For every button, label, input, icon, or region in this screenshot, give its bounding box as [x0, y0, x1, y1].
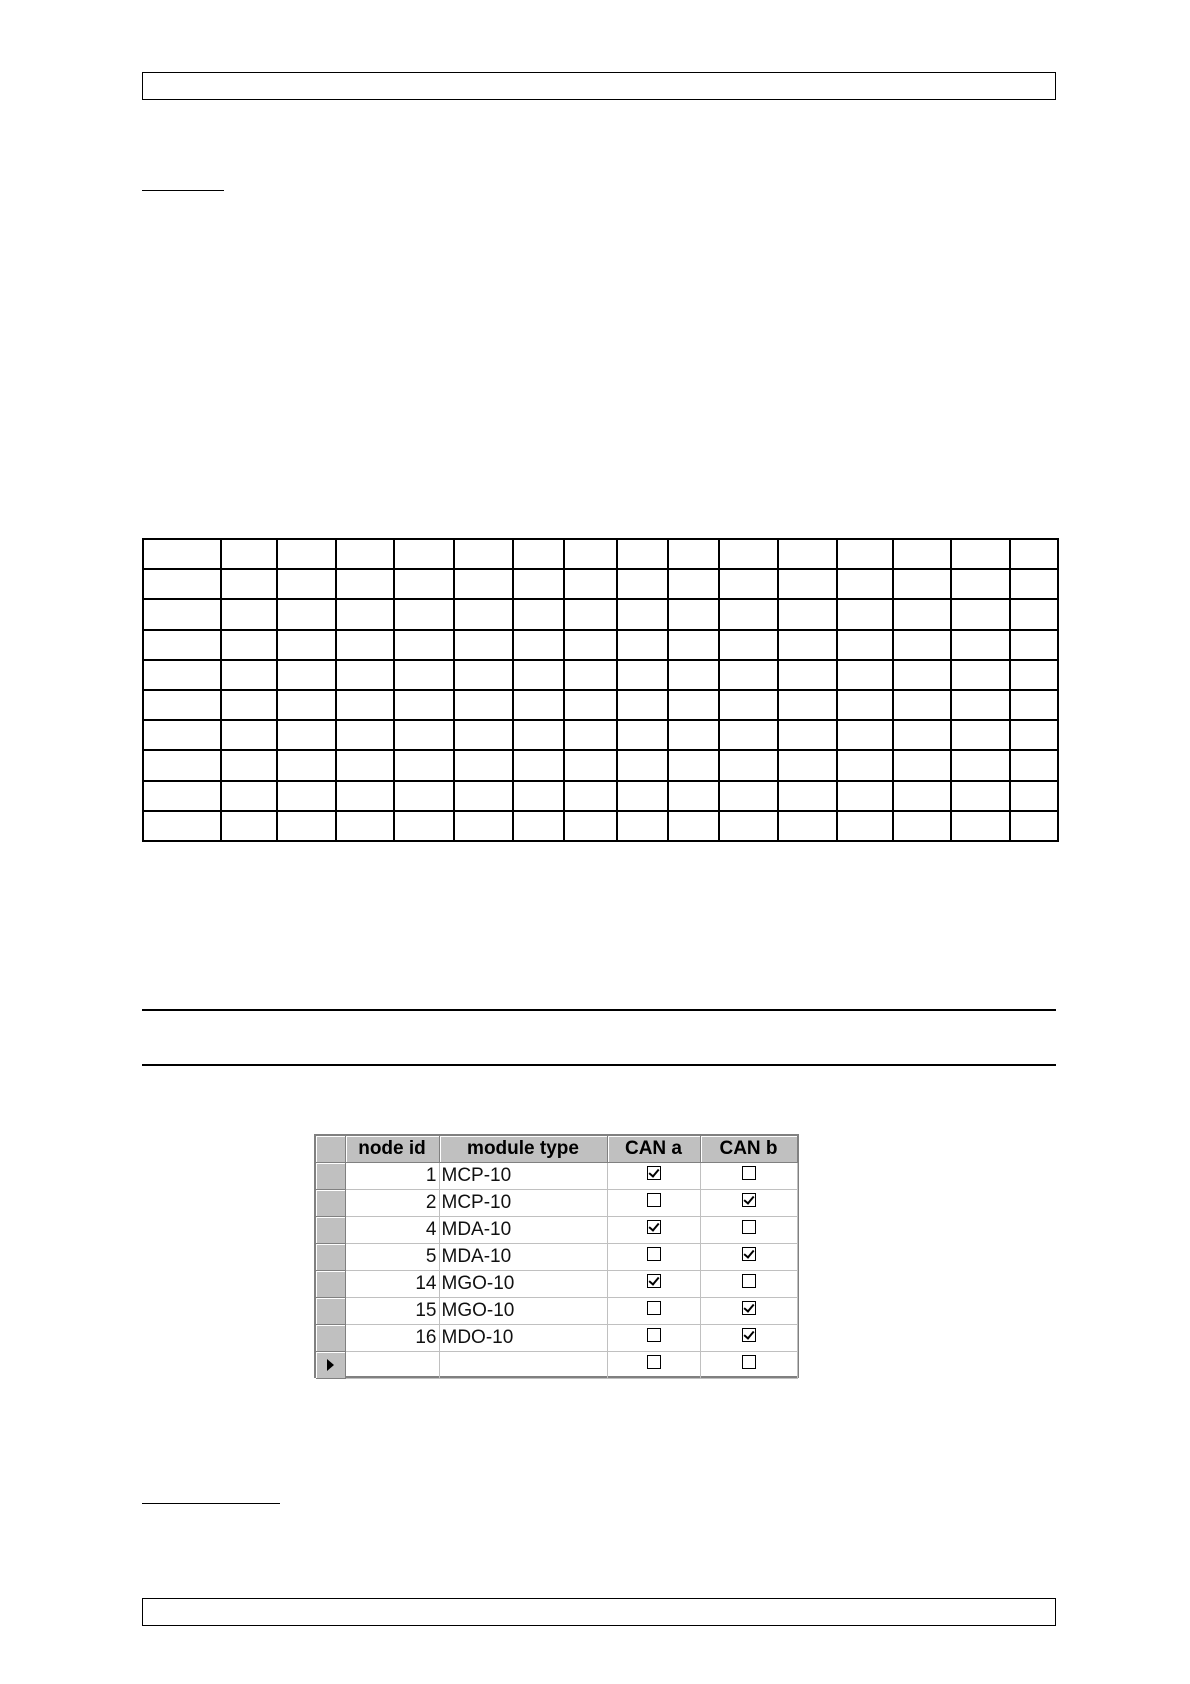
empty-grid-cell	[564, 811, 617, 841]
can-a-checkbox[interactable]	[647, 1247, 661, 1261]
empty-grid-cell	[719, 781, 777, 811]
new-record-row[interactable]	[316, 1352, 797, 1379]
empty-grid-cell	[893, 599, 951, 629]
empty-grid-cell	[336, 599, 394, 629]
empty-grid-cell	[394, 811, 454, 841]
empty-grid-row	[143, 539, 1058, 569]
empty-grid-cell	[951, 781, 1010, 811]
empty-grid-cell	[668, 660, 720, 690]
empty-grid-cell	[778, 539, 837, 569]
node-id-cell[interactable]: 4	[345, 1217, 439, 1244]
empty-grid-cell	[221, 750, 277, 780]
empty-grid-cell	[394, 539, 454, 569]
empty-grid-cell	[394, 690, 454, 720]
module-type-cell[interactable]: MGO-10	[439, 1298, 607, 1325]
empty-grid-cell	[513, 599, 564, 629]
node-id-cell[interactable]: 5	[345, 1244, 439, 1271]
empty-grid-cell	[143, 720, 221, 750]
empty-grid-cell	[336, 660, 394, 690]
empty-grid-cell	[719, 569, 777, 599]
empty-grid-cell	[454, 630, 513, 660]
can-b-checkbox[interactable]	[742, 1328, 756, 1342]
empty-grid-cell	[617, 781, 668, 811]
empty-grid-cell	[719, 720, 777, 750]
empty-grid-cell	[454, 569, 513, 599]
can-a-cell[interactable]	[607, 1271, 700, 1298]
can-a-cell[interactable]	[607, 1163, 700, 1190]
module-type-cell[interactable]: MDO-10	[439, 1325, 607, 1352]
empty-grid-cell	[893, 660, 951, 690]
can-b-cell[interactable]	[700, 1217, 797, 1244]
empty-grid-cell	[951, 599, 1010, 629]
empty-grid-cell	[1010, 811, 1058, 841]
empty-grid-cell	[951, 630, 1010, 660]
table-row[interactable]	[316, 1217, 797, 1244]
module-type-cell[interactable]: MDA-10	[439, 1244, 607, 1271]
empty-grid-cell	[336, 781, 394, 811]
node-id-cell[interactable]: 15	[345, 1298, 439, 1325]
empty-grid-cell	[837, 630, 893, 660]
empty-grid-cell	[564, 690, 617, 720]
empty-grid-cell	[719, 750, 777, 780]
empty-grid-cell	[277, 569, 335, 599]
module-type-cell[interactable]: MCP-10	[439, 1190, 607, 1217]
empty-grid-cell	[1010, 539, 1058, 569]
empty-grid-cell	[893, 781, 951, 811]
empty-grid-cell	[564, 750, 617, 780]
row-selector[interactable]	[316, 1271, 345, 1298]
empty-grid-cell	[221, 690, 277, 720]
empty-grid-cell	[394, 599, 454, 629]
select-all-corner[interactable]	[316, 1136, 345, 1163]
can-b-checkbox[interactable]	[742, 1274, 756, 1288]
empty-grid-cell	[668, 599, 720, 629]
empty-grid-cell	[221, 599, 277, 629]
column-header-can-b[interactable]: CAN b	[700, 1136, 797, 1163]
can-a-checkbox[interactable]	[647, 1166, 661, 1180]
empty-grid-cell	[454, 660, 513, 690]
empty-grid-cell	[617, 660, 668, 690]
empty-grid-cell	[143, 599, 221, 629]
empty-grid-cell	[277, 630, 335, 660]
table-row[interactable]	[316, 1163, 797, 1190]
empty-grid-cell	[277, 660, 335, 690]
empty-grid-cell	[221, 720, 277, 750]
empty-grid-row	[143, 569, 1058, 599]
empty-grid-cell	[513, 569, 564, 599]
empty-grid-cell	[719, 811, 777, 841]
empty-grid-cell	[564, 630, 617, 660]
can-b-cell[interactable]	[700, 1325, 797, 1352]
empty-grid-cell	[617, 539, 668, 569]
current-record-arrow-icon	[327, 1359, 334, 1371]
can-a-cell[interactable]	[607, 1217, 700, 1244]
empty-grid-cell	[617, 811, 668, 841]
empty-grid-cell	[336, 630, 394, 660]
empty-grid-row	[143, 660, 1058, 690]
empty-grid-cell	[143, 750, 221, 780]
empty-grid-cell	[394, 660, 454, 690]
can-b-checkbox[interactable]	[742, 1247, 756, 1261]
empty-grid-cell	[513, 660, 564, 690]
empty-grid-cell	[143, 660, 221, 690]
empty-grid-cell	[221, 539, 277, 569]
empty-grid-cell	[668, 781, 720, 811]
table-row[interactable]	[316, 1190, 797, 1217]
empty-grid-cell	[1010, 599, 1058, 629]
empty-grid-cell	[837, 750, 893, 780]
empty-grid-cell	[221, 811, 277, 841]
empty-grid-cell	[668, 811, 720, 841]
empty-grid-cell	[778, 630, 837, 660]
empty-grid-cell	[564, 599, 617, 629]
empty-grid-cell	[778, 599, 837, 629]
empty-grid-cell	[221, 569, 277, 599]
empty-grid-cell	[277, 811, 335, 841]
empty-grid-cell	[951, 539, 1010, 569]
empty-grid-cell	[668, 750, 720, 780]
empty-grid-cell	[617, 630, 668, 660]
empty-grid-cell	[668, 539, 720, 569]
node-id-cell[interactable]	[345, 1352, 439, 1379]
empty-grid-cell	[454, 599, 513, 629]
row-selector[interactable]	[316, 1217, 345, 1244]
empty-grid-cell	[951, 811, 1010, 841]
module-type-cell[interactable]	[439, 1352, 607, 1379]
empty-grid-cell	[951, 569, 1010, 599]
empty-grid-cell	[336, 811, 394, 841]
page-footer-box	[142, 1598, 1056, 1626]
empty-grid-cell	[668, 690, 720, 720]
row-selector[interactable]	[316, 1163, 345, 1190]
empty-grid-cell	[837, 811, 893, 841]
table-row[interactable]	[316, 1244, 797, 1271]
empty-grid-row	[143, 599, 1058, 629]
empty-grid-cell	[277, 599, 335, 629]
empty-grid-cell	[513, 811, 564, 841]
empty-grid-cell	[394, 569, 454, 599]
row-selector[interactable]	[316, 1244, 345, 1271]
row-selector[interactable]	[316, 1298, 345, 1325]
empty-grid-cell	[893, 539, 951, 569]
empty-grid-cell	[893, 630, 951, 660]
empty-grid-cell	[617, 690, 668, 720]
empty-grid-cell	[454, 811, 513, 841]
empty-grid-cell	[893, 811, 951, 841]
empty-grid-cell	[837, 539, 893, 569]
empty-grid-cell	[893, 750, 951, 780]
module-type-cell[interactable]: MGO-10	[439, 1271, 607, 1298]
module-type-cell[interactable]: MCP-10	[439, 1163, 607, 1190]
table-row[interactable]	[316, 1271, 797, 1298]
empty-grid-cell	[1010, 720, 1058, 750]
empty-grid-cell	[719, 539, 777, 569]
empty-grid-cell	[1010, 569, 1058, 599]
empty-grid-cell	[719, 630, 777, 660]
empty-grid-cell	[221, 660, 277, 690]
empty-grid-cell	[277, 539, 335, 569]
empty-grid-cell	[336, 539, 394, 569]
empty-grid-cell	[617, 569, 668, 599]
empty-grid-cell	[778, 781, 837, 811]
empty-grid-cell	[277, 781, 335, 811]
empty-grid-cell	[893, 690, 951, 720]
empty-grid-cell	[617, 750, 668, 780]
empty-grid-cell	[1010, 750, 1058, 780]
empty-grid-cell	[778, 750, 837, 780]
empty-grid-cell	[143, 539, 221, 569]
empty-grid-cell	[454, 690, 513, 720]
empty-grid-cell	[564, 720, 617, 750]
can-a-cell[interactable]	[607, 1298, 700, 1325]
can-a-checkbox[interactable]	[647, 1220, 661, 1234]
can-a-checkbox[interactable]	[647, 1301, 661, 1315]
empty-grid-cell	[719, 690, 777, 720]
empty-grid-cell	[513, 720, 564, 750]
empty-grid-cell	[951, 750, 1010, 780]
can-a-cell[interactable]	[607, 1190, 700, 1217]
can-b-checkbox[interactable]	[742, 1220, 756, 1234]
empty-grid-row	[143, 720, 1058, 750]
empty-grid-cell	[394, 720, 454, 750]
node-id-cell[interactable]: 1	[345, 1163, 439, 1190]
empty-grid-cell	[893, 569, 951, 599]
empty-grid-cell	[778, 660, 837, 690]
empty-grid-cell	[617, 720, 668, 750]
empty-grid-cell	[837, 569, 893, 599]
empty-grid-cell	[277, 690, 335, 720]
node-id-cell[interactable]: 14	[345, 1271, 439, 1298]
can-b-cell[interactable]	[700, 1244, 797, 1271]
horizontal-rule-top	[142, 1009, 1056, 1011]
node-id-cell[interactable]: 2	[345, 1190, 439, 1217]
empty-grid-cell	[837, 599, 893, 629]
empty-grid-cell	[454, 539, 513, 569]
empty-grid-cell	[1010, 660, 1058, 690]
can-a-checkbox[interactable]	[647, 1355, 661, 1369]
empty-grid-cell	[1010, 690, 1058, 720]
table-row[interactable]	[316, 1325, 797, 1352]
empty-grid-row	[143, 781, 1058, 811]
node-id-cell[interactable]: 16	[345, 1325, 439, 1352]
empty-grid-cell	[143, 690, 221, 720]
can-b-cell[interactable]	[700, 1352, 797, 1379]
empty-grid-cell	[513, 630, 564, 660]
empty-grid-cell	[564, 781, 617, 811]
can-b-checkbox[interactable]	[742, 1166, 756, 1180]
can-a-checkbox[interactable]	[647, 1193, 661, 1207]
empty-grid-cell	[564, 539, 617, 569]
empty-grid-cell	[778, 811, 837, 841]
can-b-cell[interactable]	[700, 1271, 797, 1298]
empty-grid-cell	[778, 720, 837, 750]
empty-grid-cell	[951, 660, 1010, 690]
row-selector[interactable]	[316, 1325, 345, 1352]
column-header-module-type[interactable]: module type	[439, 1136, 607, 1163]
empty-grid-cell	[221, 781, 277, 811]
empty-grid-cell	[778, 569, 837, 599]
empty-grid-cell	[143, 569, 221, 599]
row-selector[interactable]	[316, 1352, 345, 1379]
page-header-box	[142, 72, 1056, 100]
empty-grid-cell	[951, 720, 1010, 750]
can-a-cell[interactable]	[607, 1325, 700, 1352]
empty-grid-cell	[668, 569, 720, 599]
empty-grid-cell	[394, 630, 454, 660]
row-selector[interactable]	[316, 1190, 345, 1217]
empty-grid-row	[143, 811, 1058, 841]
empty-grid-cell	[893, 720, 951, 750]
empty-grid-cell	[394, 750, 454, 780]
empty-grid-cell	[143, 781, 221, 811]
empty-grid-cell	[513, 781, 564, 811]
empty-grid-cell	[951, 690, 1010, 720]
empty-grid-cell	[277, 720, 335, 750]
empty-grid-cell	[837, 720, 893, 750]
empty-grid-cell	[454, 750, 513, 780]
empty-grid-cell	[513, 750, 564, 780]
empty-grid-cell	[336, 750, 394, 780]
can-b-cell[interactable]	[700, 1163, 797, 1190]
table-row[interactable]	[316, 1298, 797, 1325]
section-heading-underline-2	[142, 1503, 280, 1504]
empty-grid-cell	[668, 630, 720, 660]
empty-grid-row	[143, 630, 1058, 660]
empty-grid-row	[143, 750, 1058, 780]
empty-grid-cell	[837, 690, 893, 720]
can-b-checkbox[interactable]	[742, 1301, 756, 1315]
empty-grid-cell	[1010, 630, 1058, 660]
can-a-checkbox[interactable]	[647, 1328, 661, 1342]
empty-grid-cell	[221, 630, 277, 660]
empty-grid-cell	[1010, 781, 1058, 811]
empty-grid-cell	[617, 599, 668, 629]
empty-grid-cell	[513, 690, 564, 720]
can-b-checkbox[interactable]	[742, 1193, 756, 1207]
empty-grid-cell	[778, 690, 837, 720]
empty-grid-cell	[837, 781, 893, 811]
can-b-cell[interactable]	[700, 1298, 797, 1325]
can-b-cell[interactable]	[700, 1190, 797, 1217]
can-a-cell[interactable]	[607, 1352, 700, 1379]
empty-grid-cell	[336, 690, 394, 720]
empty-grid-cell	[719, 660, 777, 690]
empty-grid-cell	[143, 811, 221, 841]
horizontal-rule-bottom	[142, 1064, 1056, 1066]
empty-grid-table	[142, 538, 1059, 842]
empty-grid-cell	[564, 660, 617, 690]
module-type-cell[interactable]: MDA-10	[439, 1217, 607, 1244]
empty-grid-cell	[513, 539, 564, 569]
can-b-checkbox[interactable]	[742, 1355, 756, 1369]
empty-grid-cell	[454, 720, 513, 750]
empty-grid-cell	[336, 569, 394, 599]
empty-grid-cell	[277, 750, 335, 780]
column-header-can-a[interactable]: CAN a	[607, 1136, 700, 1163]
empty-grid-cell	[336, 720, 394, 750]
empty-grid-row	[143, 690, 1058, 720]
column-header-node-id[interactable]: node id	[345, 1136, 439, 1163]
empty-grid-cell	[394, 781, 454, 811]
empty-grid-cell	[837, 660, 893, 690]
section-heading-underline	[142, 190, 224, 191]
can-a-cell[interactable]	[607, 1244, 700, 1271]
empty-grid-cell	[454, 781, 513, 811]
empty-grid-cell	[564, 569, 617, 599]
empty-grid-cell	[668, 720, 720, 750]
node-datasheet	[314, 1134, 799, 1378]
can-a-checkbox[interactable]	[647, 1274, 661, 1288]
empty-grid-cell	[143, 630, 221, 660]
empty-grid-cell	[719, 599, 777, 629]
